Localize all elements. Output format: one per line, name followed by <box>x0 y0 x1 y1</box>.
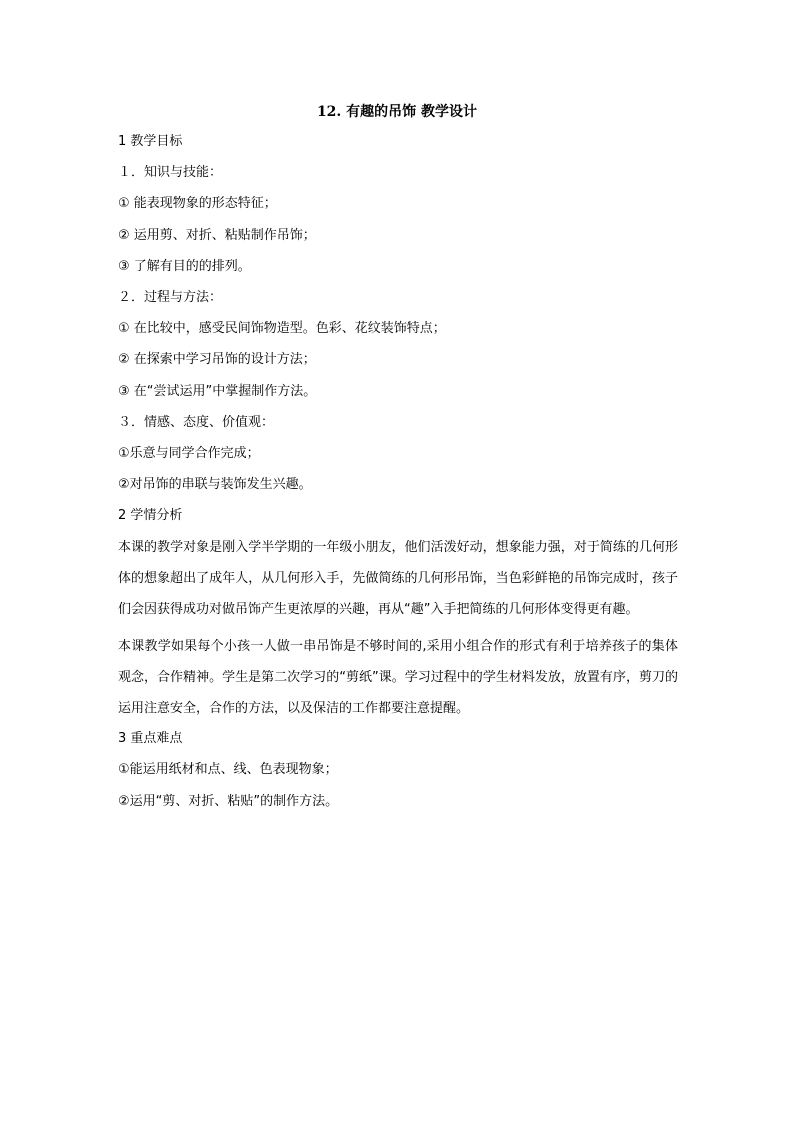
section-heading-key-points: 3 重点难点 <box>118 731 183 747</box>
document-title: 12. 有趣的吊饰 教学设计 <box>316 104 478 120</box>
objective-line: ３．情感、态度、价值观： <box>118 414 275 430</box>
objective-line: １．知识与技能： <box>118 165 223 181</box>
objective-line: ①乐意与同学合作完成； <box>118 445 260 461</box>
objective-line: ① 在比较中，感受民间饰物造型。色彩、花纹装饰特点； <box>118 321 446 337</box>
objective-line: ②对吊饰的串联与装饰发生兴趣。 <box>118 477 312 493</box>
objective-line: ② 运用剪、对折、粘贴制作吊饰； <box>118 227 316 243</box>
analysis-paragraph: 本课的教学对象是刚入学半学期的一年级小朋友，他们活泼好动，想象能力强，对于简练的几何形体的想象超出了成年人，从几何形入手，先做简练的几何形吊饰，当色彩鲜艳的吊饰完成时，孩子们会因获得成功对做吊饰产生更浓厚的兴趣，再从“趣”入手把简练的几何形体变得更有趣。 <box>118 539 678 618</box>
objective-line: ① 能表现物象的形态特征； <box>118 196 277 212</box>
key-point-line: ②运用“剪、对折、粘贴”的制作方法。 <box>118 793 339 809</box>
document-body <box>118 133 678 824</box>
section-heading-analysis: 2 学情分析 <box>118 508 183 524</box>
objective-line: ② 在探索中学习吊饰的设计方法； <box>118 352 316 368</box>
key-point-line: ①能运用纸材和点、线、色表现物象； <box>118 762 338 778</box>
objective-line: ２．过程与方法： <box>118 289 223 305</box>
analysis-paragraph: 本课教学如果每个小孩一人做一串吊饰是不够时间的,采用小组合作的形式有利于培养孩子的集体观念，合作精神。学生是第二次学习的“剪纸”课。学习过程中的学生材料发放，放置有序，剪刀的运用注意安全，合作的方法，以及保洁的工作都要注意提醒。 <box>118 639 678 717</box>
section-heading-objectives: 1 教学目标 <box>118 134 183 149</box>
objective-line: ③ 在“尝试运用”中掌握制作方法。 <box>118 383 317 399</box>
objective-line: ③ 了解有目的的排列。 <box>118 258 251 274</box>
